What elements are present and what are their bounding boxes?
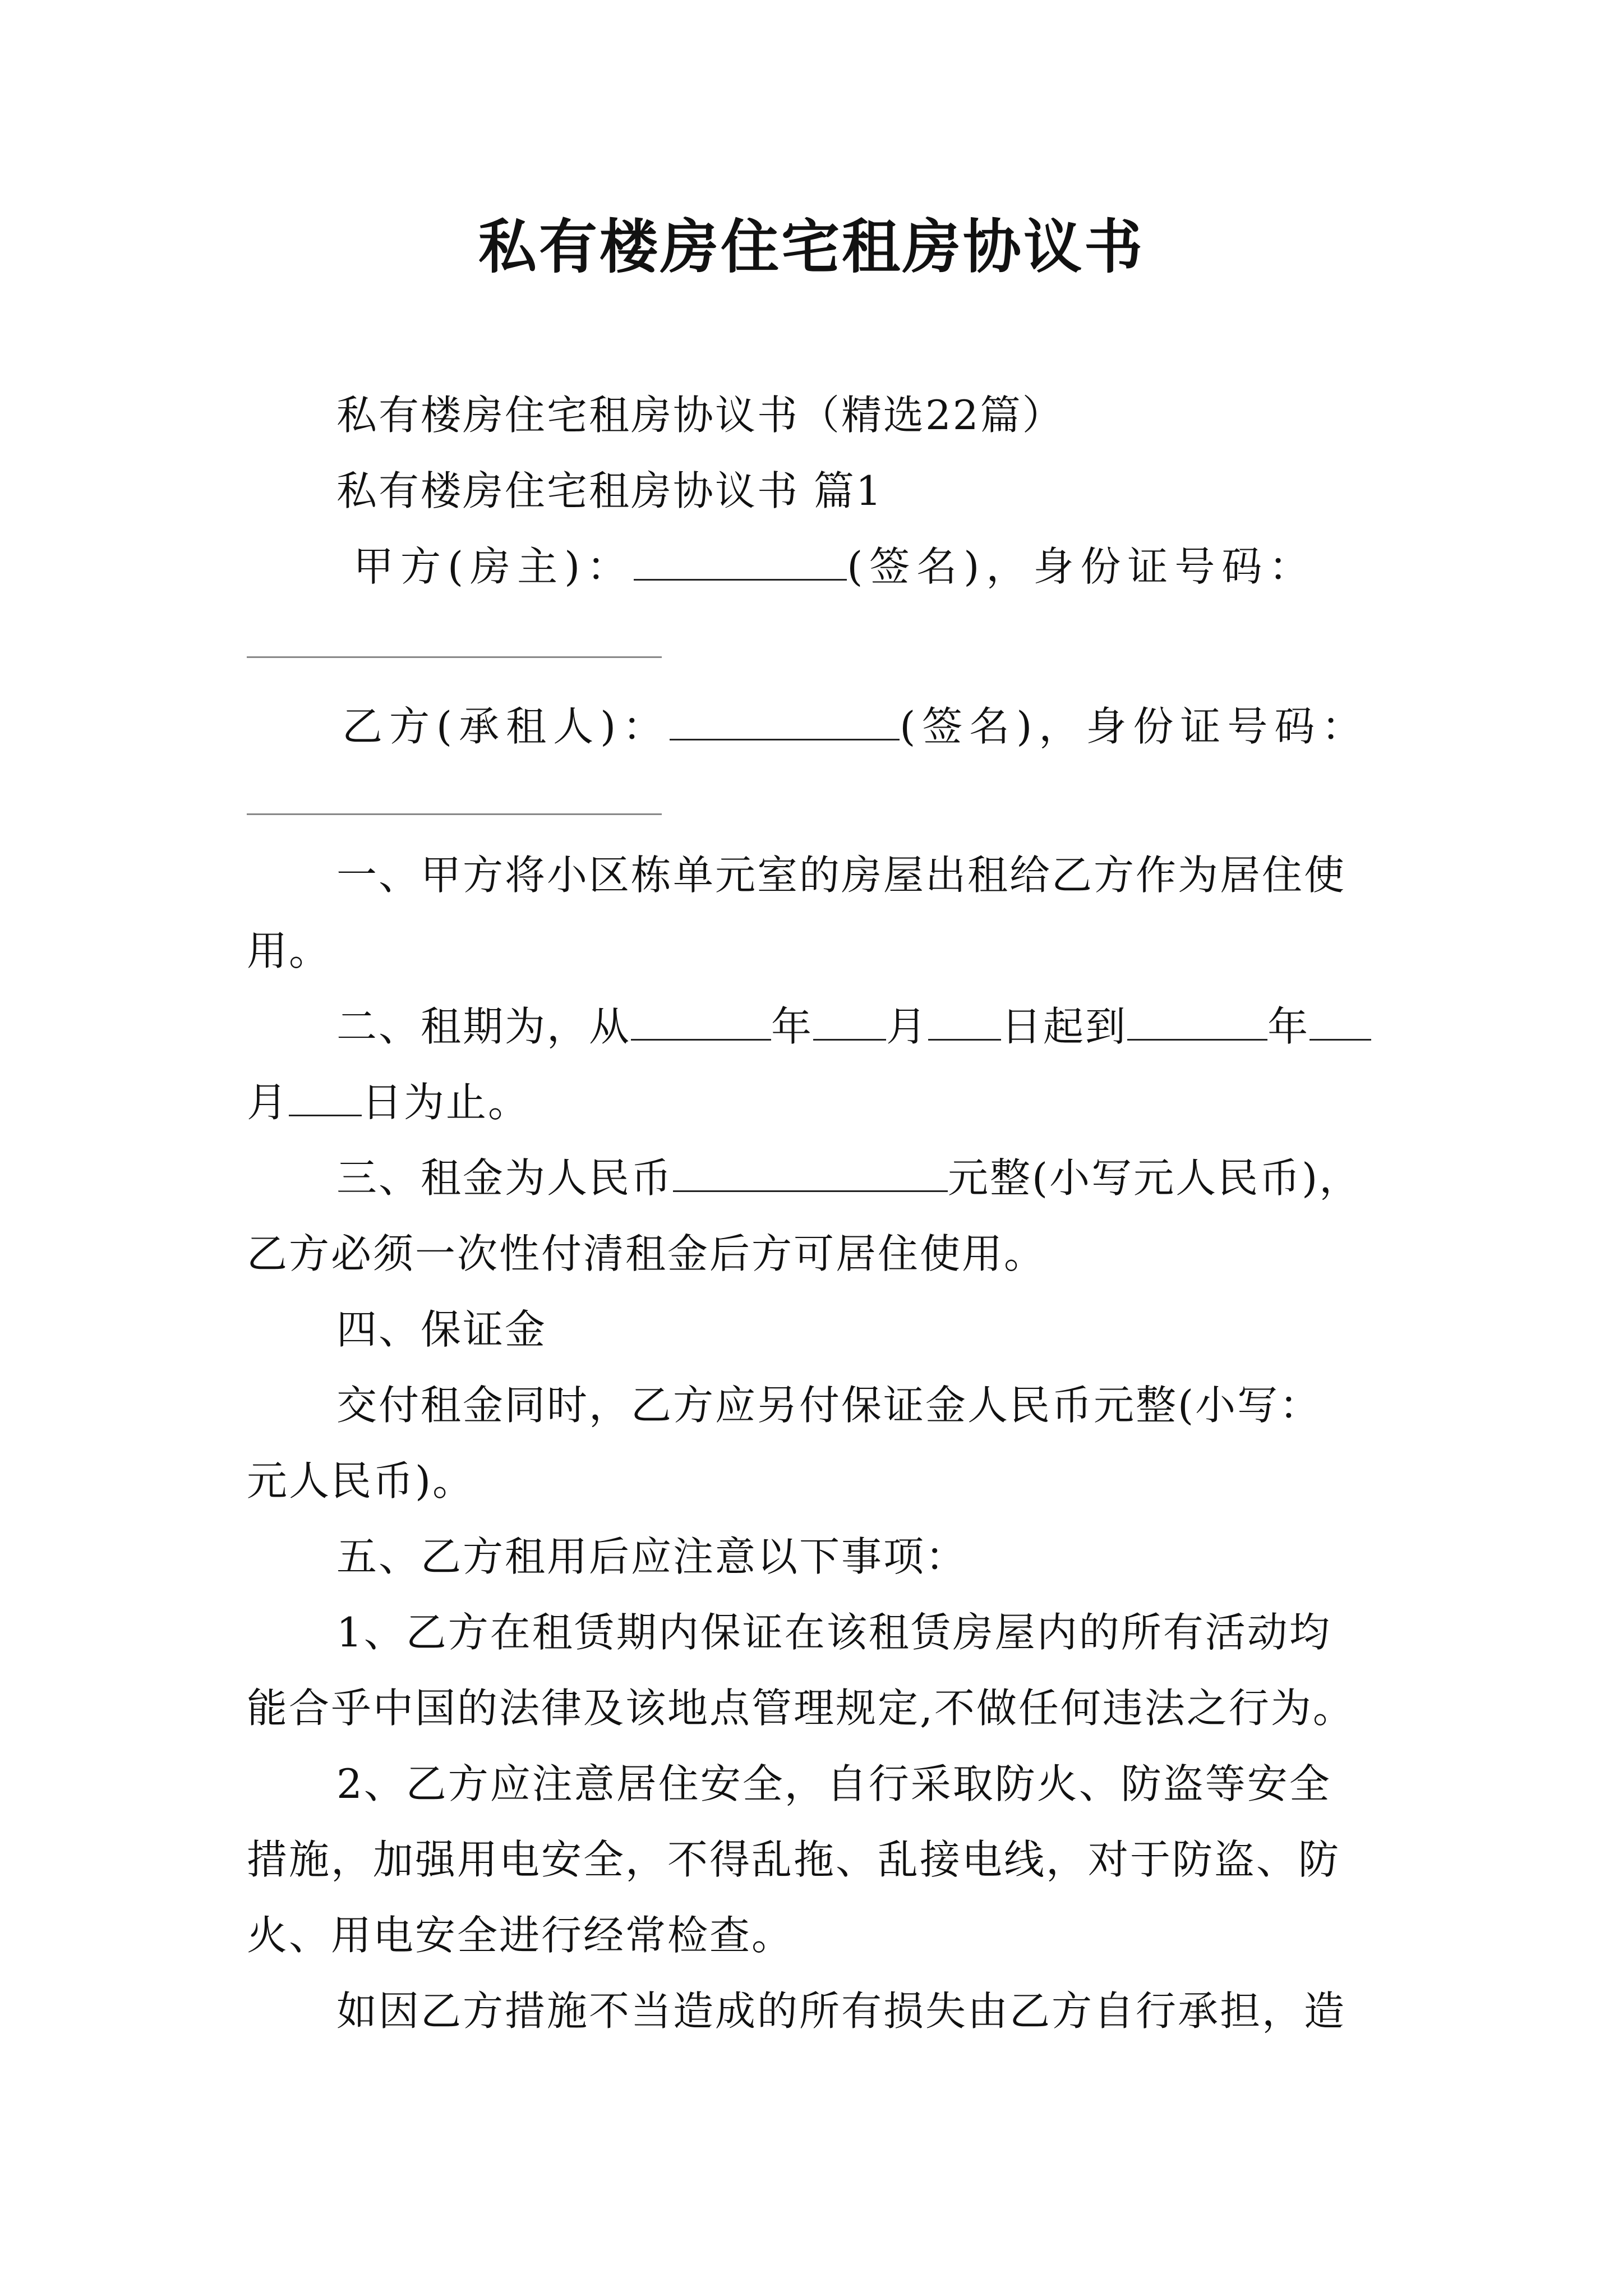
end-day-blank [289, 1081, 362, 1116]
party-a-id-blank [247, 656, 662, 658]
clause-3-line-1 [336, 1150, 1361, 1206]
clause-2-year: 年 [771, 1003, 814, 1050]
start-month-blank [813, 1005, 886, 1041]
clause-3-line-2: 乙方必须一次性付清租金后方可居住使用。 [247, 1230, 1046, 1277]
start-year-blank [631, 1005, 771, 1041]
party-a-label: 甲方(房主)： [353, 543, 634, 590]
clause-2-line-1 [336, 999, 1371, 1055]
party-b-name-blank [670, 705, 900, 740]
start-day-blank [928, 1005, 1001, 1041]
end-month-blank [1310, 1005, 1371, 1041]
clause-1-line-2: 用。 [247, 927, 331, 974]
clause-3-text: 三、租金为人民币 [336, 1154, 674, 1202]
clause-2-end-day: 日为止。 [362, 1079, 531, 1126]
party-a-sign-label: (签名)，身份证号码： [847, 543, 1316, 590]
clause-4-heading: 四、保证金 [336, 1306, 547, 1353]
clause-1-line-1: 一、甲方将小区栋单元室的房屋出租给乙方作为居住使 [336, 852, 1347, 899]
clause-5-loss-line-1: 如因乙方措施不当造成的所有损失由乙方自行承担，造 [336, 1987, 1347, 2035]
end-year-blank [1127, 1005, 1267, 1041]
party-a-line [353, 539, 1316, 595]
clause-5-item-2-line-1: 2、乙方应注意居住安全，自行采取防火、防盗等安全 [336, 1760, 1331, 1807]
clause-5-item-2-line-2: 措施，加强用电安全，不得乱拖、乱接电线，对于防盗、防 [247, 1836, 1341, 1883]
party-a-name-blank [634, 545, 847, 581]
clause-5-heading: 五、乙方租用后应注意以下事项： [336, 1533, 968, 1580]
clause-5-item-1-line-1: 1、乙方在租赁期内保证在该租赁房屋内的所有活动均 [336, 1609, 1331, 1656]
clause-2-end-year: 年 [1267, 1003, 1310, 1050]
clause-5-item-2-line-3: 火、用电安全进行经常检查。 [247, 1912, 794, 1959]
clause-5-item-1-line-2: 能合乎中国的法律及该地点管理规定,不做任何违法之行为。 [247, 1685, 1355, 1732]
clause-4-line-2: 元人民币)。 [247, 1457, 475, 1504]
clause-3-text-2: 元整(小写元人民币)， [948, 1154, 1362, 1202]
clause-2-until: 日起到 [1001, 1003, 1128, 1050]
document-subtitle: 私有楼房住宅租房协议书（精选22篇） [336, 392, 1064, 439]
clause-2-month: 月 [886, 1003, 929, 1050]
clause-2-end-month: 月 [247, 1079, 289, 1126]
section-heading: 私有楼房住宅租房协议书 篇1 [336, 467, 883, 514]
clause-4-line-1: 交付租金同时，乙方应另付保证金人民币元整(小写： [336, 1382, 1322, 1429]
rent-amount-blank [673, 1157, 948, 1192]
document-title: 私有楼房住宅租房协议书 [478, 212, 1145, 281]
clause-2-line-2 [247, 1074, 530, 1130]
party-b-label: 乙方(承租人)： [342, 703, 670, 750]
party-b-line [342, 698, 1368, 754]
party-b-id-blank [247, 813, 662, 815]
clause-2-text: 二、租期为，从 [336, 1003, 631, 1050]
party-b-sign-label: (签名)，身份证号码： [900, 703, 1369, 750]
